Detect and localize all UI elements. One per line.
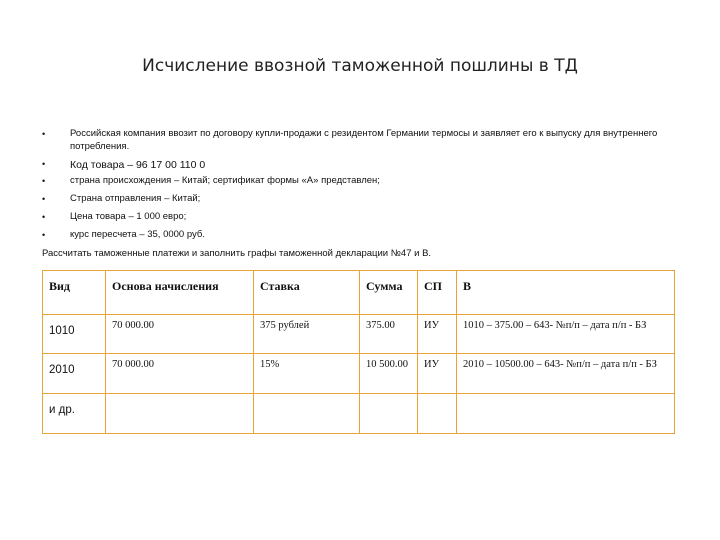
list-item <box>42 229 682 242</box>
list-item <box>42 211 682 224</box>
header-cell: Основа начисления <box>106 271 254 315</box>
task-text: Рассчитать таможенные платежи и заполнить графы таможенной декларации №47 и В. <box>42 248 432 259</box>
bullet-marker: • <box>42 159 46 169</box>
table-cell: 15% <box>254 354 360 394</box>
table-cell: 70 000.00 <box>106 315 254 354</box>
conditions-list <box>42 128 682 260</box>
table-cell: и др. <box>43 394 106 434</box>
page-title: Исчисление ввозной таможенной пошлины в ТД <box>142 56 578 76</box>
table-cell <box>254 394 360 434</box>
bullet-marker: • <box>42 176 46 186</box>
list-item-text: Российская компания ввозит по договору купли-продажи с резидентом Германии термосы и заявляет его к выпуску для внутреннего потребления. <box>70 128 658 152</box>
table-cell <box>106 394 254 434</box>
table-cell: 2010 – 10500.00 – 643- №п/п – дата п/п - БЗ <box>457 354 675 394</box>
header-cell: Вид <box>43 271 106 315</box>
list-item <box>42 128 682 153</box>
table-cell: ИУ <box>418 354 457 394</box>
bullet-marker: • <box>42 230 46 240</box>
table-cell: 70 000.00 <box>106 354 254 394</box>
header-cell: Сумма <box>360 271 418 315</box>
payments-table <box>42 270 675 434</box>
header-cell: В <box>457 271 675 315</box>
list-item <box>42 158 682 173</box>
bullet-marker: • <box>42 212 46 222</box>
table-cell <box>418 394 457 434</box>
bullet-marker: • <box>42 129 46 139</box>
table-cell: 375.00 <box>360 315 418 354</box>
list-item-text: Цена товара – 1 000 евро; <box>70 211 187 222</box>
table-cell: 1010 <box>43 315 106 354</box>
list-item-text: страна происхождения – Китай; сертификат формы «А» представлен; <box>70 175 380 186</box>
table-row <box>43 315 675 354</box>
header-cell: СП <box>418 271 457 315</box>
table-cell <box>360 394 418 434</box>
table-row <box>43 354 675 394</box>
header-cell: Ставка <box>254 271 360 315</box>
table-header-row <box>43 271 675 315</box>
table-cell: 1010 – 375.00 – 643- №п/п – дата п/п - БЗ <box>457 315 675 354</box>
table-row <box>43 394 675 434</box>
table-cell <box>457 394 675 434</box>
list-item <box>42 193 682 206</box>
table-cell: 375 рублей <box>254 315 360 354</box>
table-cell: ИУ <box>418 315 457 354</box>
list-item-text: Код товара – 96 17 00 110 0 <box>70 159 206 171</box>
list-item <box>42 175 682 188</box>
list-item-text: Страна отправления – Китай; <box>70 193 201 204</box>
table-cell: 10 500.00 <box>360 354 418 394</box>
table-cell: 2010 <box>43 354 106 394</box>
list-item-text: курс пересчета – 35, 0000 руб. <box>70 229 205 240</box>
bullet-marker: • <box>42 194 46 204</box>
